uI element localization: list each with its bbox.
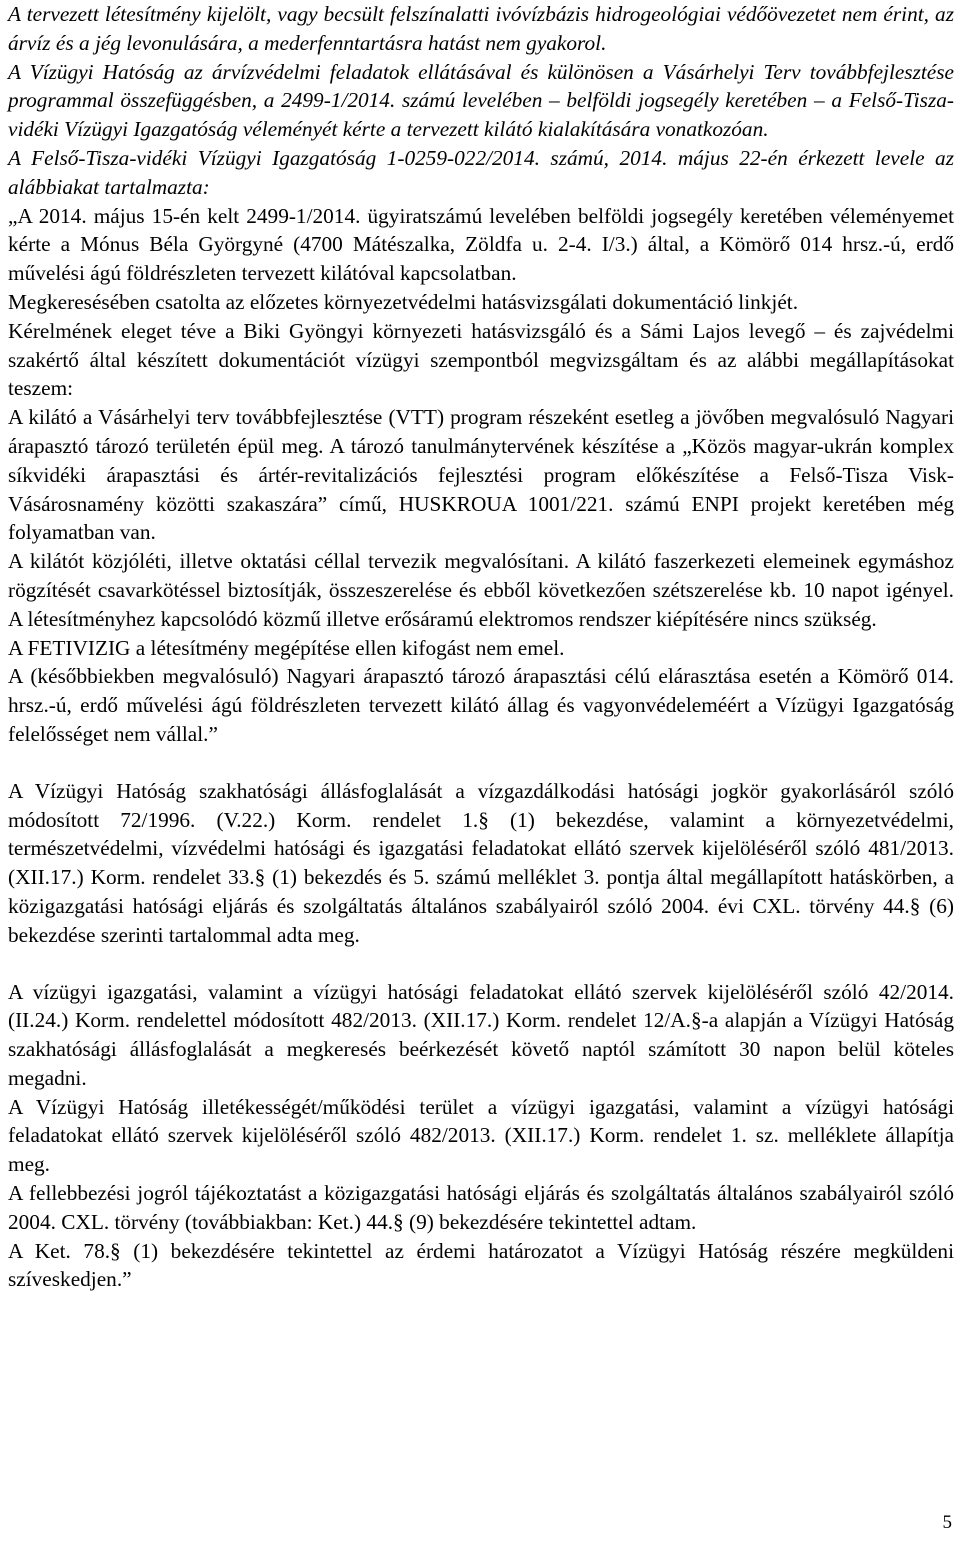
paragraph-quote-liability: A (későbbiekben megvalósuló) Nagyari árapasztó tározó árapasztási célú elárasztása esetén a Kömörő 014. hrsz.-ú, erdő művelési ágú földrészleten tervezett kilátó állag és vagyonvédeleméért a Vízügyi Igazgatóság felelősséget nem vállal.”	[8, 664, 954, 746]
section-procedure	[8, 978, 954, 1295]
paragraph-quote-no-objection: A FETIVIZIG a létesítmény megépítése ellen kifogást nem emel.	[8, 635, 565, 660]
paragraph-quote-review: Kérelmének eleget téve a Biki Gyöngyi környezeti hatásvizsgáló és a Sámi Lajos levegő – és zajvédelmi szakértő által készített dokumentációt vízügyi szempontból megvizsgáltam és az alábbi megállapításokat teszem:	[8, 318, 954, 401]
paragraph-appeal: A fellebbezési jogról tájékoztatást a közigazgatási hatósági eljárás és szolgáltatás általános szabályairól szóló 2004. CXL. törvény (továbbiakban: Ket.) 44.§ (9) bekezdésére tekintettel adtam.	[8, 1181, 954, 1234]
paragraph-quote-reservoir: A kilátó a Vásárhelyi terv továbbfejlesztése (VTT) program részeként esetleg a jövőben megvalósuló Nagyari árapasztó tározó területén épül meg. A tározó tanulmánytervének készítése a „Közös magyar-ukrán komplex síkvidéki árapasztási és ártér-revitalizációs fejlesztési program előkészítése a Felső-Tisza Visk-Vásárosnamény közötti szakaszára” című, HUSKROUA 1001/221. számú ENPI projekt keretében még folyamatban van.	[8, 405, 954, 545]
paragraph-quote-link: Megkeresésében csatolta az előzetes környezetvédelmi hatásvizsgálati dokumentáció linkjét.	[8, 289, 799, 314]
paragraph-quote-opening: „A 2014. május 15-én kelt 2499-1/2014. ügyiratszámú levelében belföldi jogsegély keretében véleményemet kérte a Mónus Béla Györgyné (4700 Mátészalka, Zöldfa u. 2-4. I/3.) által, a Kömörő 014 hrsz.-ú, erdő művelési ágú földrészleten tervezett kilátóval kapcsolatban.	[8, 203, 954, 286]
paragraph-directorate-letter: A Felső-Tisza-vidéki Vízügyi Igazgatóság 1-0259-022/2014. számú, 2014. május 22-én érkezett levele az alábbiakat tartalmazta:	[8, 145, 954, 199]
document-page	[8, 0, 954, 1294]
paragraph-send-decision: A Ket. 78.§ (1) bekezdésére tekintettel az érdemi határozatot a Vízügyi Hatóság részére megküldeni szíveskedjen.”	[8, 1238, 954, 1292]
paragraph-deadline: A vízügyi igazgatási, valamint a vízügyi hatósági feladatokat ellátó szervek kijelöléséről szóló 42/2014. (II.24.) Korm. rendelettel módosított 482/2013. (XII.17.) Korm. rendelet 12/A.§-a alapján a Vízügyi Hatóság szakhatósági állásfoglalását a megkeresés beérkezését követő naptól számított 30 napon belül köteles megadni.	[8, 979, 954, 1090]
paragraph-jurisdiction: A Vízügyi Hatóság szakhatósági állásfoglalását a vízgazdálkodási hatósági jogkör gyakorlásáról szóló módosított 72/1996. (V.22.) Korm. rendelet 1.§ (1) bekezdése, valamint a környezetvédelmi, természetvédelmi, vízvédelmi hatósági és igazgatási feladatokat ellátó szervek kijelöléséről szóló 481/2013. (XII.17.) Korm. rendelet 33.§ (1) bekezdés és 5. számú melléklet 3. pontja által megállapított hatáskörben, a közigazgatási hatósági eljárás és szolgáltatás általános szabályairól szóló 2004. évi CXL. törvény 44.§ (6) bekezdése szerinti tartalommal adta meg.	[8, 778, 954, 947]
paragraph-groundwater: A tervezett létesítmény kijelölt, vagy becsült felszínalatti ivóvízbázis hidrogeológiai védőövezetet nem érint, az árvíz és a jég levonulására, a mederfenntartásra hatást nem gyakorol.	[8, 2, 954, 55]
section-legal-basis	[8, 777, 954, 950]
paragraph-authority-request: A Vízügyi Hatóság az árvízvédelmi feladatok ellátásával és különösen a Vásárhelyi Terv továbbfejlesztése programmal összefüggésben, a 2499-1/2014. számú levelében – belföldi jogsegély keretében – a Felső-Tisza-vidéki Vízügyi Igazgatóság véleményét kérte a tervezett kilátó kialakítására vonatkozóan.	[8, 59, 954, 142]
spacer	[8, 950, 954, 978]
section-findings	[8, 0, 954, 749]
paragraph-competence: A Vízügyi Hatóság illetékességét/működési terület a vízügyi igazgatási, valamint a vízügyi hatósági feladatokat ellátó szervek kijelöléséről szóló 482/2013. (XII.17.) Korm. rendelet 1. sz. melléklete állapítja meg.	[8, 1094, 954, 1177]
spacer	[8, 749, 954, 777]
paragraph-quote-lookout: A kilátót közjóléti, illetve oktatási céllal tervezik megvalósítani. A kilátó faszerkezeti elemeinek egymáshoz rögzítését csavarkötéssel biztosítják, összeszerelése és ebből következően szétszerelése kb. 10 napot igényel. A létesítményhez kapcsolódó közmű illetve erősáramú elektromos rendszer kiépítésére nincs szükség.	[8, 549, 954, 631]
page-number: 5	[942, 1512, 952, 1533]
